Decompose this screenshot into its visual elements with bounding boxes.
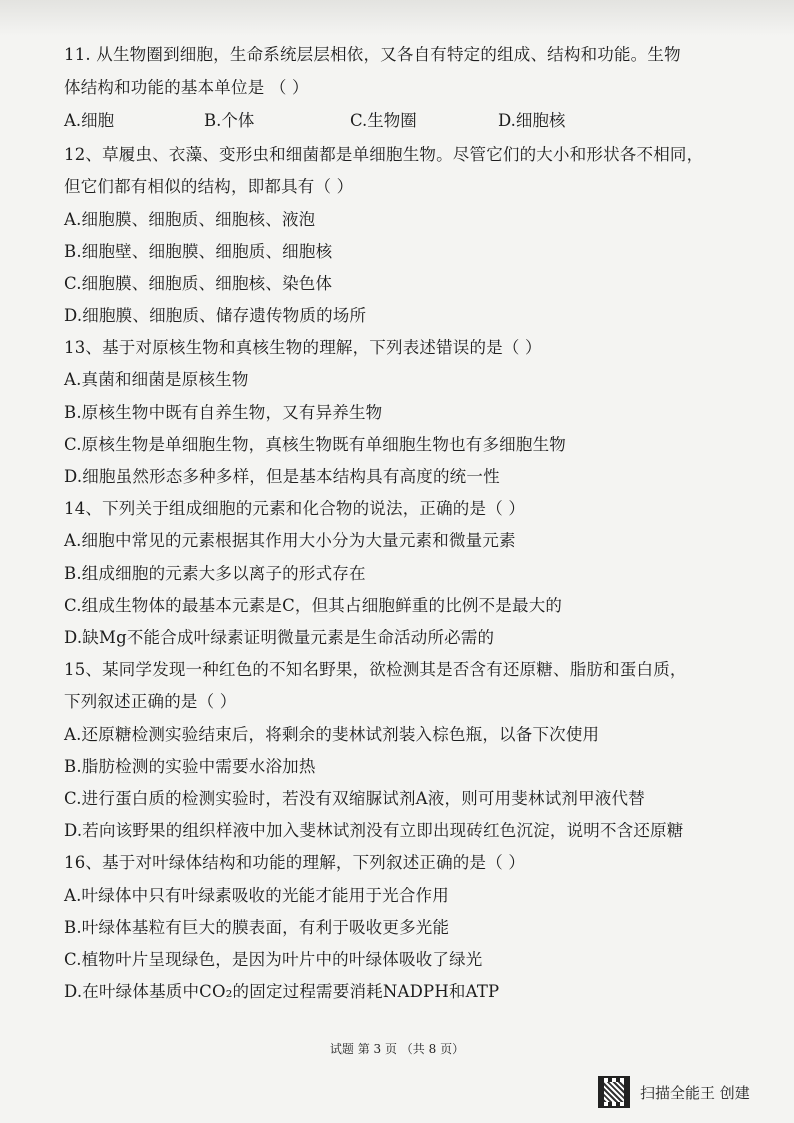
scanner-watermark [598, 1076, 788, 1110]
q11-option-c: C.生物圈 [350, 111, 417, 130]
watermark-text: 扫描全能王 创建 [640, 1084, 750, 1102]
q11-option-a: A.细胞 [64, 111, 115, 130]
qr-code-icon [598, 1076, 630, 1108]
q11-stem-line2: 体结构和功能的基本单位是 （ ） [64, 78, 309, 97]
q15-stem-line2: 下列叙述正确的是（ ） [64, 692, 237, 711]
q12-stem-line2: 但它们都有相似的结构，即都具有（ ） [64, 177, 354, 196]
q13-option-d: D.细胞虽然形态多种多样，但是基本结构具有高度的统一性 [64, 467, 500, 486]
q11-stem-line1: 11. 从生物圈到细胞，生命系统层层相依，又各自有特定的组成、结构和功能。生物 [64, 45, 681, 64]
page-footer: 试题 第 3 页 （共 8 页） [329, 1042, 465, 1056]
q16-option-a: A.叶绿体中只有叶绿素吸收的光能才能用于光合作用 [64, 886, 449, 905]
q15-option-a: A.还原糖检测实验结束后，将剩余的斐林试剂装入棕色瓶，以备下次使用 [64, 725, 600, 744]
q14-option-d: D.缺Mg不能合成叶绿素证明微量元素是生命活动所必需的 [64, 628, 495, 647]
q14-option-a: A.细胞中常见的元素根据其作用大小分为大量元素和微量元素 [64, 531, 516, 550]
q15-option-b: B.脂肪检测的实验中需要水浴加热 [64, 757, 316, 776]
q14-option-c: C.组成生物体的最基本元素是C，但其占细胞鲜重的比例不是最大的 [64, 596, 563, 615]
q14-option-b: B.组成细胞的元素大多以离子的形式存在 [64, 564, 366, 583]
q13-option-b: B.原核生物中既有自养生物，又有异养生物 [64, 403, 383, 422]
q15-stem-line1: 15、某同学发现一种红色的不知名野果，欲检测其是否含有还原糖、脂肪和蛋白质， [64, 660, 687, 679]
q12-option-b: B.细胞壁、细胞膜、细胞质、细胞核 [64, 242, 333, 261]
q15-option-c: C.进行蛋白质的检测实验时，若没有双缩脲试剂A液，则可用斐林试剂甲液代替 [64, 789, 645, 808]
q12-option-c: C.细胞膜、细胞质、细胞核、染色体 [64, 274, 333, 293]
q16-option-c: C.植物叶片呈现绿色，是因为叶片中的叶绿体吸收了绿光 [64, 950, 483, 969]
q13-option-a: A.真菌和细菌是原核生物 [64, 370, 249, 389]
q16-option-d: D.在叶绿体基质中CO₂的固定过程需要消耗NADPH和ATP [64, 982, 500, 1001]
q14-stem: 14、下列关于组成细胞的元素和化合物的说法，正确的是（ ） [64, 499, 526, 518]
q13-stem: 13、基于对原核生物和真核生物的理解，下列表述错误的是（ ） [64, 338, 542, 357]
q13-option-c: C.原核生物是单细胞生物，真核生物既有单细胞生物也有多细胞生物 [64, 435, 566, 454]
q16-option-b: B.叶绿体基粒有巨大的膜表面，有利于吸收更多光能 [64, 918, 450, 937]
q11-option-d: D.细胞核 [498, 111, 566, 130]
q12-option-a: A.细胞膜、细胞质、细胞核、液泡 [64, 210, 316, 229]
q15-option-d: D.若向该野果的组织样液中加入斐林试剂没有立即出现砖红色沉淀，说明不含还原糖 [64, 821, 684, 840]
q11-option-b: B.个体 [204, 111, 255, 130]
q12-stem-line1: 12、草履虫、衣藻、变形虫和细菌都是单细胞生物。尽管它们的大小和形状各不相同， [64, 145, 704, 164]
scan-top-edge [0, 0, 794, 36]
q16-stem: 16、基于对叶绿体结构和功能的理解，下列叙述正确的是（ ） [64, 853, 526, 872]
q12-option-d: D.细胞膜、细胞质、储存遗传物质的场所 [64, 306, 367, 325]
